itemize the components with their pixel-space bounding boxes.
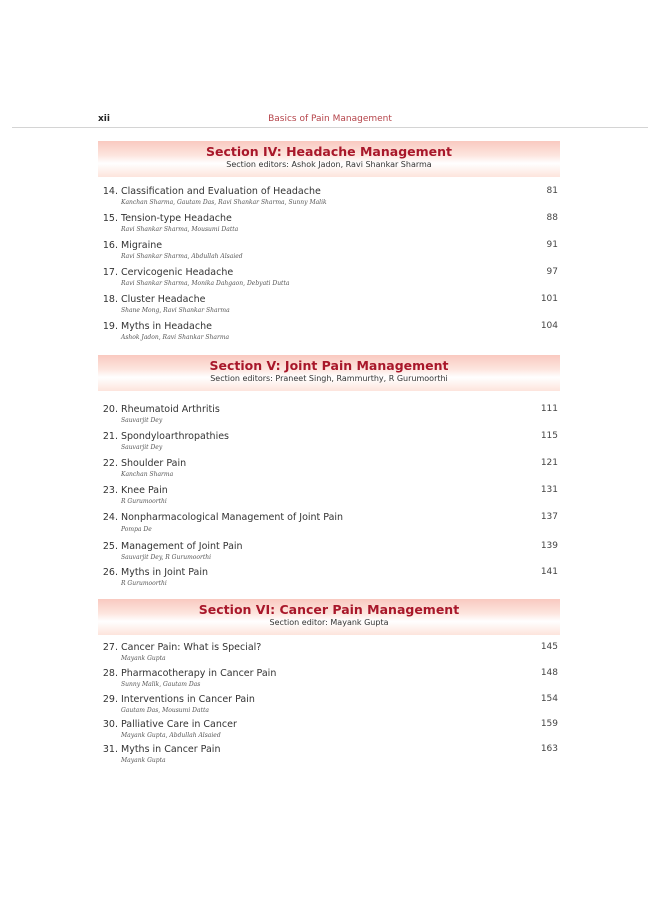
chapter-page[interactable]: 91 bbox=[546, 240, 558, 250]
chapter-page[interactable]: 137 bbox=[540, 512, 558, 522]
chapter-title[interactable]: Migraine bbox=[121, 240, 163, 251]
chapter-number: 17. bbox=[102, 267, 118, 278]
chapter-authors: Ravi Shankar Sharma, Monika Dahgaon, Debyati Dutta bbox=[121, 280, 290, 287]
chapter-number: 19. bbox=[102, 321, 118, 332]
chapter-number: 14. bbox=[102, 186, 118, 197]
chapter-authors: Ashok Jadon, Ravi Shankar Sharma bbox=[121, 334, 230, 341]
chapter-authors: Gautam Das, Mousumi Datta bbox=[121, 707, 209, 714]
section-title: Section V: Joint Pain Management bbox=[209, 358, 449, 373]
chapter-page[interactable]: 145 bbox=[540, 642, 558, 652]
section-banner-v bbox=[98, 355, 560, 391]
chapter-number: 16. bbox=[102, 240, 118, 251]
chapter-page[interactable]: 159 bbox=[540, 719, 558, 729]
toc-entry[interactable] bbox=[102, 642, 558, 666]
section-title: Section VI: Cancer Pain Management bbox=[198, 602, 460, 617]
chapter-page[interactable]: 154 bbox=[540, 694, 558, 704]
chapter-number: 22. bbox=[102, 458, 118, 469]
toc-entry[interactable] bbox=[102, 541, 558, 565]
chapter-authors: Sauvarjit Dey bbox=[121, 444, 163, 451]
chapter-title[interactable]: Rheumatoid Arthritis bbox=[121, 404, 220, 415]
chapter-number: 31. bbox=[102, 744, 118, 755]
section-editors: Section editor: Mayank Gupta bbox=[269, 618, 389, 627]
chapter-number: 21. bbox=[102, 431, 118, 442]
chapter-number: 27. bbox=[102, 642, 118, 653]
chapter-authors: Mayank Gupta bbox=[121, 655, 166, 662]
chapter-page[interactable]: 141 bbox=[540, 567, 558, 577]
chapter-title[interactable]: Myths in Joint Pain bbox=[121, 567, 209, 578]
chapter-authors: Mayank Gupta bbox=[121, 757, 166, 764]
chapter-title[interactable]: Myths in Headache bbox=[121, 321, 212, 332]
page-number: xii bbox=[98, 114, 110, 124]
chapter-page[interactable]: 139 bbox=[540, 541, 558, 551]
chapter-authors: R Gurumoorthi bbox=[121, 498, 167, 505]
chapter-title[interactable]: Management of Joint Pain bbox=[121, 541, 243, 552]
chapter-page[interactable]: 163 bbox=[540, 744, 558, 754]
running-title: Basics of Pain Management bbox=[268, 114, 392, 124]
chapter-authors: Ravi Shankar Sharma, Mousumi Datta bbox=[121, 226, 239, 233]
chapter-page[interactable]: 131 bbox=[540, 485, 558, 495]
section-editors: Section editors: Praneet Singh, Rammurthy, R Gurumoorthi bbox=[210, 374, 448, 383]
chapter-title[interactable]: Tension-type Headache bbox=[121, 213, 232, 224]
chapter-number: 15. bbox=[102, 213, 118, 224]
section-title: Section IV: Headache Management bbox=[205, 144, 452, 159]
chapter-title[interactable]: Spondyloarthropathies bbox=[121, 431, 230, 442]
toc-entry[interactable] bbox=[102, 485, 558, 509]
chapter-title[interactable]: Cervicogenic Headache bbox=[121, 267, 234, 278]
chapter-title[interactable]: Pharmacotherapy in Cancer Pain bbox=[121, 668, 277, 679]
chapter-page[interactable]: 104 bbox=[540, 321, 558, 331]
chapter-title[interactable]: Interventions in Cancer Pain bbox=[121, 694, 255, 705]
chapter-authors: Sunny Malik, Gautam Das bbox=[121, 681, 201, 688]
toc-entry[interactable] bbox=[102, 668, 558, 692]
section-banner-iv bbox=[98, 141, 560, 177]
toc-entry[interactable] bbox=[102, 431, 558, 455]
chapter-title[interactable]: Cancer Pain: What is Special? bbox=[121, 642, 262, 653]
chapter-title[interactable]: Classification and Evaluation of Headache bbox=[121, 186, 321, 197]
chapter-title[interactable]: Cluster Headache bbox=[121, 294, 206, 305]
chapter-authors: Kanchan Sharma bbox=[121, 471, 174, 478]
toc-entry[interactable] bbox=[102, 744, 558, 768]
toc-entry[interactable] bbox=[102, 240, 558, 264]
toc-entry[interactable] bbox=[102, 294, 558, 318]
chapter-authors: Kanchan Sharma, Gautam Das, Ravi Shankar Sharma, Sunny Malik bbox=[121, 199, 327, 206]
chapter-page[interactable]: 101 bbox=[540, 294, 558, 304]
chapter-authors: Shane Mong, Ravi Shankar Sharma bbox=[121, 307, 230, 314]
chapter-number: 26. bbox=[102, 567, 118, 578]
chapter-page[interactable]: 88 bbox=[546, 213, 558, 223]
toc-entry[interactable] bbox=[102, 404, 558, 428]
toc-entry[interactable] bbox=[102, 694, 558, 718]
chapter-number: 28. bbox=[102, 668, 118, 679]
toc-entry[interactable] bbox=[102, 213, 558, 237]
chapter-page[interactable]: 148 bbox=[540, 668, 558, 678]
toc-entry[interactable] bbox=[102, 719, 558, 743]
chapter-page[interactable]: 111 bbox=[540, 404, 558, 414]
chapter-title[interactable]: Palliative Care in Cancer bbox=[121, 719, 237, 730]
toc-entry[interactable] bbox=[102, 321, 558, 345]
toc-entry[interactable] bbox=[102, 567, 558, 591]
page-header bbox=[0, 114, 660, 128]
chapter-title[interactable]: Nonpharmacological Management of Joint Pain bbox=[121, 512, 344, 523]
chapter-page[interactable]: 115 bbox=[540, 431, 558, 441]
chapter-page[interactable]: 97 bbox=[546, 267, 558, 277]
chapter-page[interactable]: 81 bbox=[546, 186, 558, 196]
chapter-authors: R Gurumoorthi bbox=[121, 580, 167, 587]
toc-entry[interactable] bbox=[102, 186, 558, 210]
chapter-number: 18. bbox=[102, 294, 118, 305]
chapter-authors: Ravi Shankar Sharma, Abdullah Alsaied bbox=[121, 253, 243, 260]
section-editors: Section editors: Ashok Jadon, Ravi Shankar Sharma bbox=[226, 160, 432, 169]
chapter-authors: Sauvarjit Dey bbox=[121, 417, 163, 424]
chapter-number: 30. bbox=[102, 719, 118, 730]
section-banner-vi bbox=[98, 599, 560, 635]
chapter-number: 23. bbox=[102, 485, 118, 496]
toc-entry[interactable] bbox=[102, 267, 558, 291]
header-divider bbox=[12, 127, 648, 128]
chapter-number: 24. bbox=[102, 512, 118, 523]
chapter-number: 20. bbox=[102, 404, 118, 415]
toc-entry[interactable] bbox=[102, 512, 558, 536]
chapter-authors: Pompa De bbox=[121, 526, 152, 533]
chapter-title[interactable]: Myths in Cancer Pain bbox=[121, 744, 221, 755]
chapter-authors: Mayank Gupta, Abdullah Alsaied bbox=[121, 732, 221, 739]
chapter-number: 29. bbox=[102, 694, 118, 705]
toc-entry[interactable] bbox=[102, 458, 558, 482]
chapter-title[interactable]: Knee Pain bbox=[121, 485, 168, 496]
chapter-authors: Sauvarjit Dey, R Gurumoorthi bbox=[121, 554, 212, 561]
chapter-number: 25. bbox=[102, 541, 118, 552]
chapter-page[interactable]: 121 bbox=[540, 458, 558, 468]
chapter-title[interactable]: Shoulder Pain bbox=[121, 458, 187, 469]
